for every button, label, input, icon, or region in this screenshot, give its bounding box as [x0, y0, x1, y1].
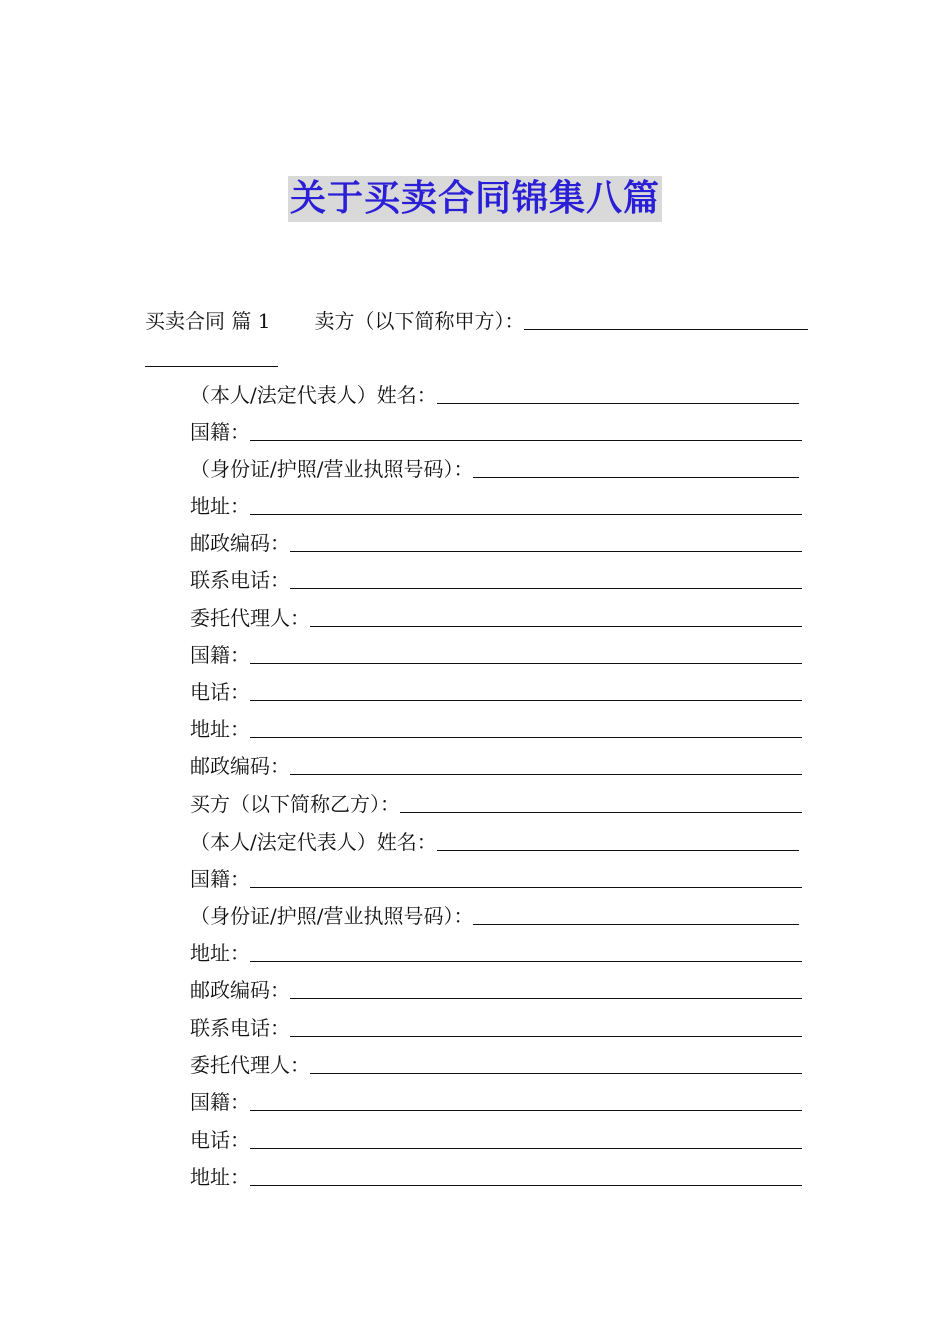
field-label: 地址：	[190, 941, 250, 965]
field-label: 国籍：	[190, 867, 250, 891]
field-label: 邮政编码：	[190, 531, 290, 555]
field-label: （本人/法定代表人）姓名：	[190, 830, 437, 854]
form-field	[190, 603, 802, 633]
field-label: 买方（以下简称乙方）：	[190, 792, 400, 816]
seller-blank-continued[interactable]	[145, 366, 278, 367]
field-blank[interactable]	[250, 440, 802, 441]
form-field	[190, 565, 802, 595]
form-field	[190, 864, 802, 894]
form-field	[190, 454, 802, 484]
form-field	[190, 1087, 802, 1117]
field-label: 地址：	[190, 1165, 250, 1189]
field-label: 联系电话：	[190, 1016, 290, 1040]
form-field	[190, 1050, 802, 1080]
form-field	[190, 789, 802, 819]
field-label: 电话：	[190, 680, 250, 704]
form-field	[190, 640, 802, 670]
field-label: 地址：	[190, 494, 250, 518]
form-field	[190, 417, 802, 447]
seller-intro-row	[145, 306, 808, 336]
form-field	[190, 1013, 802, 1043]
form-field	[190, 528, 802, 558]
field-label: 电话：	[190, 1128, 250, 1152]
form-field	[190, 827, 802, 857]
field-label: （身份证/护照/营业执照号码）：	[190, 457, 474, 481]
form-field	[190, 714, 802, 744]
field-blank[interactable]	[250, 887, 802, 888]
field-blank[interactable]	[250, 1110, 802, 1111]
field-label: 委托代理人：	[190, 1053, 310, 1077]
field-blank[interactable]	[290, 1036, 802, 1037]
field-label: 委托代理人：	[190, 606, 310, 630]
field-blank[interactable]	[437, 850, 799, 851]
field-label: （身份证/护照/营业执照号码）：	[190, 904, 474, 928]
form-field	[190, 1125, 802, 1155]
field-label: 国籍：	[190, 643, 250, 667]
field-label: （本人/法定代表人）姓名：	[190, 383, 437, 407]
field-blank[interactable]	[250, 961, 802, 962]
field-label: 联系电话：	[190, 568, 290, 592]
form-field	[190, 491, 802, 521]
field-blank[interactable]	[250, 663, 802, 664]
section-label: 买卖合同 篇 1	[145, 309, 271, 333]
field-blank[interactable]	[250, 1148, 802, 1149]
form-field	[190, 1162, 802, 1192]
field-blank[interactable]	[437, 403, 799, 404]
field-blank[interactable]	[473, 477, 799, 478]
field-label: 邮政编码：	[190, 978, 290, 1002]
seller-label: 卖方（以下简称甲方）：	[314, 309, 525, 333]
field-label: 地址：	[190, 717, 250, 741]
field-blank[interactable]	[250, 1185, 802, 1186]
field-blank[interactable]	[290, 998, 802, 999]
field-blank[interactable]	[310, 626, 802, 627]
field-blank[interactable]	[310, 1073, 802, 1074]
field-blank[interactable]	[250, 700, 802, 701]
field-blank[interactable]	[290, 588, 802, 589]
field-blank[interactable]	[250, 737, 802, 738]
form-field	[190, 677, 802, 707]
field-blank[interactable]	[400, 812, 802, 813]
field-blank[interactable]	[473, 924, 799, 925]
form-field	[190, 901, 802, 931]
form-field	[190, 975, 802, 1005]
form-field	[190, 751, 802, 781]
field-blank[interactable]	[290, 551, 802, 552]
form-field	[190, 938, 802, 968]
field-label: 国籍：	[190, 420, 250, 444]
seller-blank[interactable]	[524, 329, 808, 330]
field-blank[interactable]	[290, 774, 802, 775]
field-label: 国籍：	[190, 1090, 250, 1114]
document-title: 关于买卖合同锦集八篇	[288, 176, 662, 222]
title-wrap	[0, 176, 950, 222]
field-label: 邮政编码：	[190, 754, 290, 778]
field-blank[interactable]	[250, 514, 802, 515]
form-field	[190, 380, 802, 410]
